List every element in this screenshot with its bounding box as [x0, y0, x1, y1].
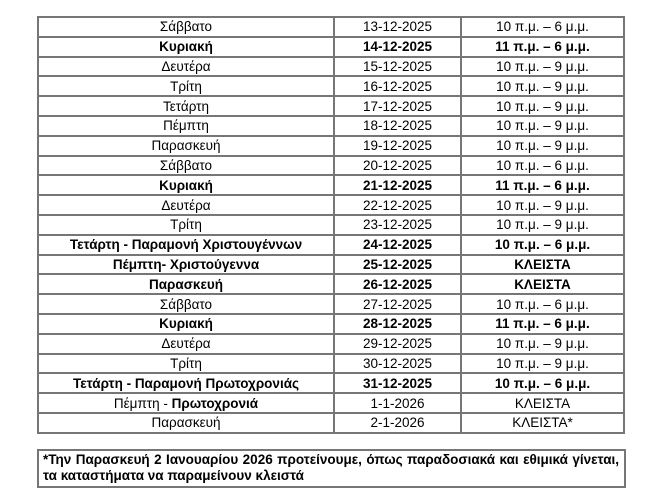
hours-cell: 10 π.μ. – 6 μ.μ. [461, 156, 624, 176]
hours-cell: 10 π.μ. – 9 μ.μ. [461, 76, 624, 96]
day-cell: Δευτέρα [38, 334, 334, 354]
table-row [38, 354, 624, 374]
date-cell: 16-12-2025 [334, 76, 461, 96]
day-cell: Δευτέρα [38, 57, 334, 77]
table-row [38, 175, 624, 195]
day-cell: Τρίτη [38, 76, 334, 96]
date-cell: 23-12-2025 [334, 215, 461, 235]
date-cell: 29-12-2025 [334, 334, 461, 354]
day-cell: Κυριακή [38, 314, 334, 334]
table-row [38, 393, 624, 413]
day-cell: Πέμπτη- Χριστούγεννα [38, 255, 334, 275]
table-row [38, 255, 624, 275]
date-cell: 22-12-2025 [334, 195, 461, 215]
day-cell: Παρασκευή [38, 413, 334, 433]
hours-cell: ΚΛΕΙΣΤΑ [461, 274, 624, 294]
hours-cell: ΚΛΕΙΣΤΑ* [461, 413, 624, 433]
table-row [38, 156, 624, 176]
hours-cell: 11 π.μ. – 6 μ.μ. [461, 314, 624, 334]
table-row [38, 96, 624, 116]
hours-cell: 10 π.μ. – 9 μ.μ. [461, 354, 624, 374]
table-row [38, 274, 624, 294]
hours-cell: 10 π.μ. – 6 μ.μ. [461, 17, 624, 37]
day-cell: Πέμπτη - Πρωτοχρονιά [38, 393, 334, 413]
table-row [38, 235, 624, 255]
day-cell: Πέμπτη [38, 116, 334, 136]
day-cell: Δευτέρα [38, 195, 334, 215]
table-row [38, 294, 624, 314]
hours-cell: ΚΛΕΙΣΤΑ [461, 393, 624, 413]
hours-cell: 11 π.μ. – 6 μ.μ. [461, 37, 624, 57]
table-row [38, 373, 624, 393]
hours-cell: 10 π.μ. – 9 μ.μ. [461, 57, 624, 77]
table-row [38, 413, 624, 433]
table-row [38, 76, 624, 96]
day-cell: Σάββατο [38, 294, 334, 314]
table-row [38, 116, 624, 136]
date-cell: 26-12-2025 [334, 274, 461, 294]
hours-cell: 10 π.μ. – 9 μ.μ. [461, 96, 624, 116]
date-cell: 1-1-2026 [334, 393, 461, 413]
day-cell: Σάββατο [38, 17, 334, 37]
date-cell: 19-12-2025 [334, 136, 461, 156]
date-cell: 28-12-2025 [334, 314, 461, 334]
date-cell: 31-12-2025 [334, 373, 461, 393]
hours-cell: 11 π.μ. – 6 μ.μ. [461, 175, 624, 195]
table-row [38, 17, 624, 37]
hours-cell: 10 π.μ. – 9 μ.μ. [461, 215, 624, 235]
date-cell: 27-12-2025 [334, 294, 461, 314]
date-cell: 20-12-2025 [334, 156, 461, 176]
date-cell: 13-12-2025 [334, 17, 461, 37]
table-row [38, 37, 624, 57]
date-cell: 18-12-2025 [334, 116, 461, 136]
date-cell: 17-12-2025 [334, 96, 461, 116]
day-cell: Κυριακή [38, 37, 334, 57]
hours-cell: 10 π.μ. – 9 μ.μ. [461, 334, 624, 354]
table-row [38, 334, 624, 354]
schedule-table-body [38, 17, 624, 433]
day-bold-part: Πρωτοχρονιά [171, 395, 259, 411]
date-cell: 21-12-2025 [334, 175, 461, 195]
day-cell: Τετάρτη [38, 96, 334, 116]
table-row [38, 215, 624, 235]
date-cell: 14-12-2025 [334, 37, 461, 57]
date-cell: 24-12-2025 [334, 235, 461, 255]
date-cell: 15-12-2025 [334, 57, 461, 77]
footnote-text: *Την Παρασκευή 2 Ιανουαρίου 2026 προτείνουμε, όπως παραδοσιακά και εθιμικά γίνεται, τα καταστήματα να παραμείνουν κλειστά [43, 452, 619, 483]
table-row [38, 195, 624, 215]
schedule-table [37, 16, 625, 434]
day-cell: Σάββατο [38, 156, 334, 176]
hours-cell: 10 π.μ. – 6 μ.μ. [461, 373, 624, 393]
hours-cell: 10 π.μ. – 6 μ.μ. [461, 294, 624, 314]
table-row [38, 314, 624, 334]
hours-cell: ΚΛΕΙΣΤΑ [461, 255, 624, 275]
day-cell: Τρίτη [38, 354, 334, 374]
day-cell: Παρασκευή [38, 274, 334, 294]
day-cell: Κυριακή [38, 175, 334, 195]
date-cell: 25-12-2025 [334, 255, 461, 275]
date-cell: 2-1-2026 [334, 413, 461, 433]
date-cell: 30-12-2025 [334, 354, 461, 374]
table-row [38, 57, 624, 77]
table-row [38, 136, 624, 156]
hours-cell: 10 π.μ. – 9 μ.μ. [461, 136, 624, 156]
hours-cell: 10 π.μ. – 9 μ.μ. [461, 195, 624, 215]
day-cell: Τετάρτη - Παραμονή Πρωτοχρονιάς [38, 373, 334, 393]
day-cell: Τρίτη [38, 215, 334, 235]
hours-cell: 10 π.μ. – 6 μ.μ. [461, 235, 624, 255]
day-cell: Παρασκευή [38, 136, 334, 156]
hours-cell: 10 π.μ. – 9 μ.μ. [461, 116, 624, 136]
day-cell: Τετάρτη - Παραμονή Χριστουγέννων [38, 235, 334, 255]
footnote-box [37, 449, 626, 488]
